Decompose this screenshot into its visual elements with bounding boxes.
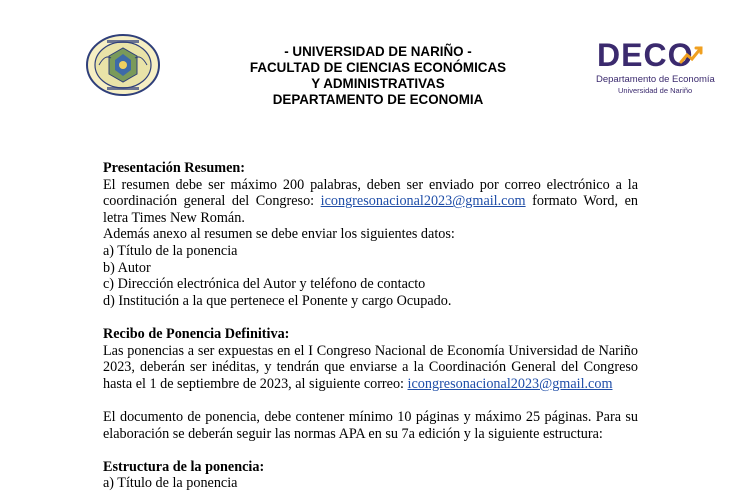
list-item: a) Título de la ponencia [103,475,238,492]
header-line-university: - UNIVERSIDAD DE NARIÑO - [284,44,472,59]
university-seal-icon [85,34,161,96]
section-heading-resumen: Presentación Resumen: [103,160,245,176]
deco-logo-word: DECO [597,37,694,73]
header-line-faculty: FACULTAD DE CIENCIAS ECONÓMICAS [249,60,507,75]
paragraph-ponencia: Las ponencias a ser expuestas en el I Congreso Nacional de Economía Universidad de Nariño 2023, deberán ser inéditas, y tendrán que enviarse a la Coordinación General del Congreso hasta el 1 de septiembre de 2023, al siguiente correo: icongresonacional2023@gmail.com [103,342,638,392]
section-heading-estructura: Estructura de la ponencia: [103,458,265,475]
document-body [103,160,638,492]
paragraph-anexo: Además anexo al resumen se debe enviar los siguientes datos: [103,226,455,243]
list-item: c) Dirección electrónica del Autor y teléfono de contacto [103,276,426,293]
email-link[interactable]: icongresonacional2023@gmail.com [407,375,613,392]
list-item: a) Título de la ponencia [103,242,238,259]
paragraph-resumen: El resumen debe ser máximo 200 palabras, deben ser enviado por correo electrónico a la coordinación general del Congreso: icongresonacional2023@gmail.com formato Word, en letra Times New Román. [103,176,638,226]
deco-o-accent-icon [675,40,707,72]
document-header [200,44,556,108]
header-line-department: DEPARTAMENTO DE ECONOMIA [272,92,484,107]
header-line-faculty-cont: Y ADMINISTRATIVAS [311,76,445,91]
paragraph-documento: El documento de ponencia, debe contener mínimo 10 páginas y máximo 25 páginas. Para su elaboración se deberán seguir las normas APA en su 7a edición y la siguiente estructura: [103,408,638,442]
deco-logo-institution: Universidad de Nariño [618,86,693,95]
deco-logo-subtitle: Departamento de Economía [596,74,715,85]
section-heading-ponencia: Recibo de Ponencia Definitiva: [103,325,290,342]
deco-logo [594,37,714,97]
list-item: b) Autor [103,259,151,276]
email-link[interactable]: icongresonacional2023@gmail.com [320,193,526,210]
list-item: d) Institución a la que pertenece el Ponente y cargo Ocupado. [103,292,452,309]
